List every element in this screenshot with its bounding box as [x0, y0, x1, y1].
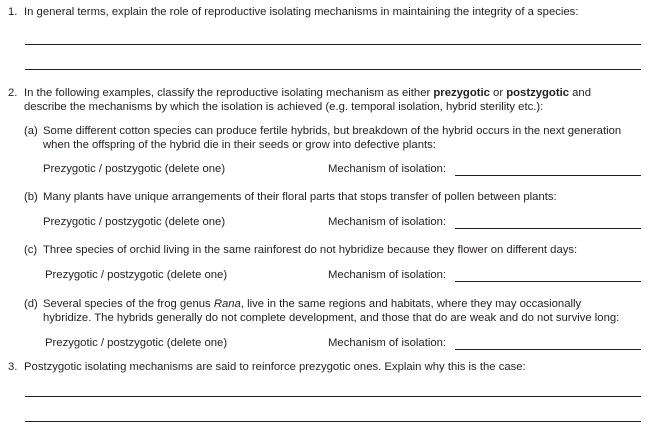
question-3-number: 3.	[8, 361, 18, 373]
question-1-text: In general terms, explain the role of reproductive isolating mechanisms in maintaining the integrity of a species:	[24, 6, 579, 18]
question-1-number: 1.	[8, 6, 18, 18]
q2-intro-pre: In the following examples, classify the reproductive isolating mechanism as either	[24, 87, 434, 99]
q2-intro-post: and	[569, 87, 591, 99]
part-c-mechanism-line[interactable]	[455, 281, 641, 282]
part-a-line-2: when the offspring of the hybrid die in their seeds or grow into defective plants:	[43, 139, 436, 151]
part-d-label: (d)	[24, 298, 38, 310]
part-c-mechanism-label: Mechanism of isolation:	[328, 269, 447, 281]
question-2-intro-line-1	[24, 86, 591, 101]
question-3-text: Postzygotic isolating mechanisms are said to reinforce prezygotic ones. Explain why this is the case:	[24, 361, 526, 373]
part-a-line-1: Some different cotton species can produce fertile hybrids, but breakdown of the hybrid occurs in the next generation	[43, 125, 622, 137]
question-2	[8, 86, 591, 101]
term-postzygotic: postzygotic	[506, 87, 569, 99]
q3-answer-line-2[interactable]	[25, 421, 641, 422]
part-d-mechanism-label: Mechanism of isolation:	[328, 337, 447, 349]
question-2-number: 2.	[8, 87, 18, 99]
part-a-label: (a)	[24, 125, 38, 137]
part-d-line-1-pre: Several species of the frog genus	[43, 298, 214, 310]
part-a-answer-choice[interactable]: Prezygotic / postzygotic (delete one)	[43, 163, 226, 175]
part-d-answer-choice[interactable]: Prezygotic / postzygotic (delete one)	[45, 337, 228, 349]
q2-intro-or: or	[489, 87, 507, 99]
part-b-label: (b)	[24, 191, 38, 203]
part-d-line-1	[43, 297, 581, 312]
q1-answer-line-1[interactable]	[25, 44, 641, 45]
part-b-answer-choice[interactable]: Prezygotic / postzygotic (delete one)	[43, 216, 226, 228]
question-2-intro-line-2: describe the mechanisms by which the isolation is achieved (e.g. temporal isolation, hybrid sterility etc.):	[24, 101, 544, 113]
part-c-label: (c)	[24, 244, 38, 256]
q3-answer-line-1[interactable]	[25, 396, 641, 397]
term-prezygotic: prezygotic	[433, 87, 490, 99]
genus-name: Rana	[213, 298, 241, 310]
part-a-mechanism-label: Mechanism of isolation:	[328, 163, 447, 175]
part-c-answer-choice[interactable]: Prezygotic / postzygotic (delete one)	[45, 269, 228, 281]
part-a-mechanism-line[interactable]	[455, 175, 641, 176]
question-3	[8, 360, 526, 375]
part-d-line-2: hybridize. The hybrids generally do not complete development, and those that do are weak and do not survive long:	[43, 312, 620, 324]
part-b-mechanism-label: Mechanism of isolation:	[328, 216, 447, 228]
part-b-mechanism-line[interactable]	[455, 228, 641, 229]
part-d-mechanism-line[interactable]	[455, 349, 641, 350]
part-d-line-1-post: , live in the same regions and habitats, where they may occasionally	[240, 298, 582, 310]
q1-answer-line-2[interactable]	[25, 69, 641, 70]
part-c-line-1: Three species of orchid living in the same rainforest do not hybridize because they flower on different days:	[43, 244, 578, 256]
part-b-line-1: Many plants have unique arrangements of their floral parts that stops transfer of pollen between plants:	[43, 191, 557, 203]
question-1	[8, 5, 579, 20]
